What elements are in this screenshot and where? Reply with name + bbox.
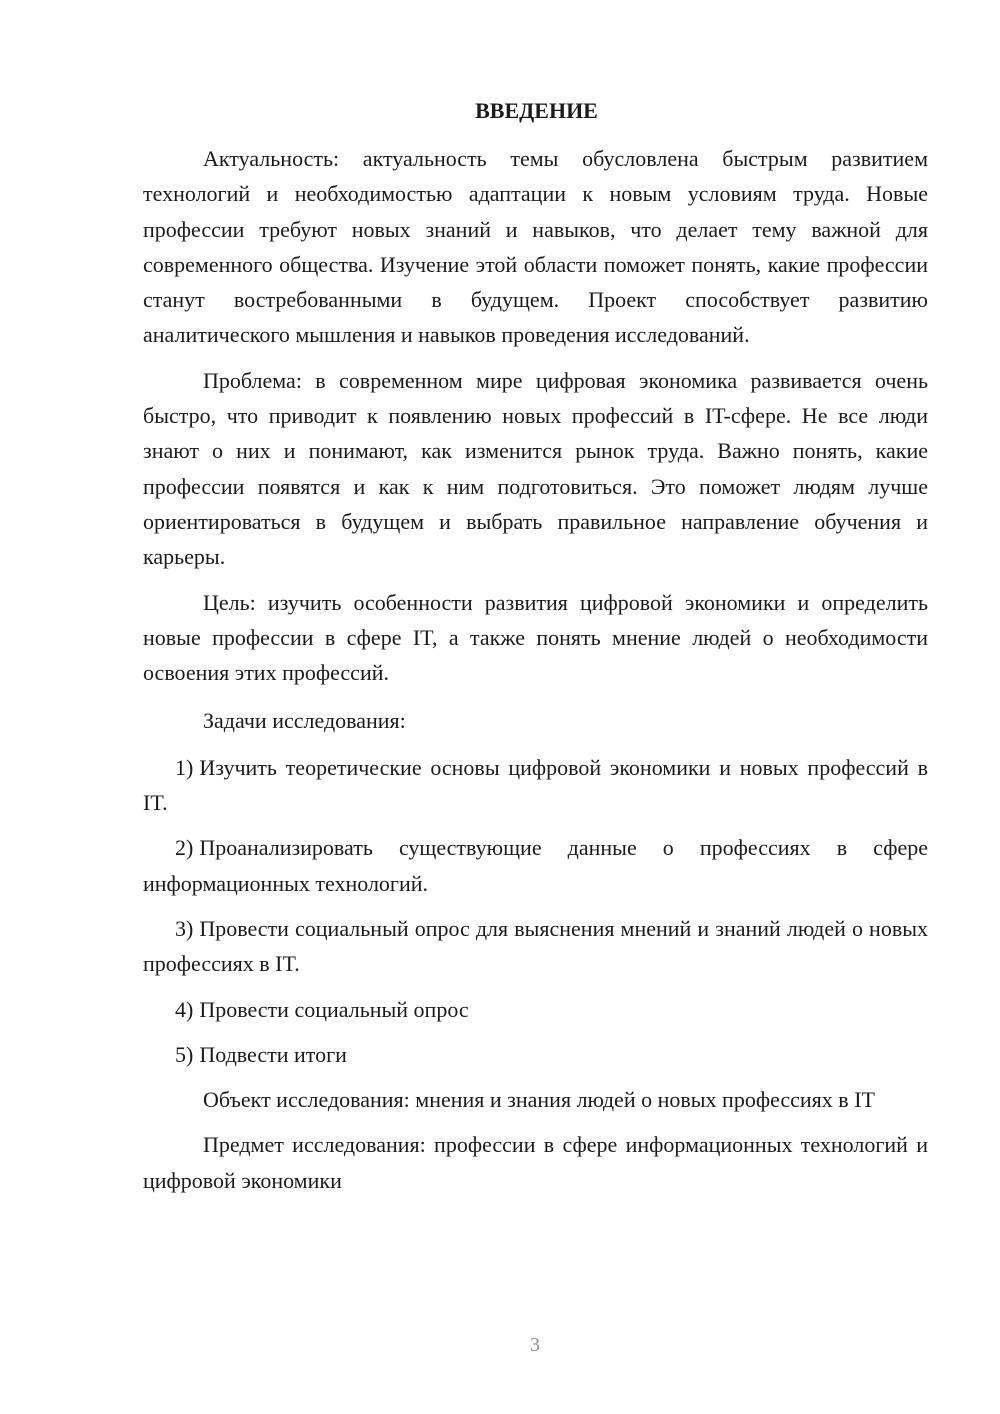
task-item bbox=[143, 1037, 928, 1072]
task-text: Изучить теоретические основы цифровой экономики и новых профессий в IT. bbox=[143, 754, 928, 816]
section-title: ВВЕДЕНИЕ bbox=[475, 98, 598, 123]
task-text: Провести социальный опрос для выяснения мнений и знаний людей о новых профессиях в IT. bbox=[143, 915, 928, 977]
task-number: 3) bbox=[175, 915, 194, 941]
task-text: Провести социальный опрос bbox=[199, 996, 469, 1022]
task-item bbox=[143, 992, 928, 1027]
task-number: 5) bbox=[175, 1041, 194, 1067]
task-item bbox=[143, 750, 928, 821]
paragraph-subject: Предмет исследования: профессии в сфере информационных технологий и цифровой экономики bbox=[143, 1132, 928, 1193]
task-number: 4) bbox=[175, 996, 194, 1022]
paragraph-problem: Проблема: в современном мире цифровая экономика развивается очень быстро, что приводит к появлению новых профессий в IT-сфере. Не все люди знают о них и понимают, как изменится рынок труда. Важно понять, какие профессии появятся и как к ним подготовиться. Это поможет людям лучше ориентироваться в будущем и выбрать правильное направление обучения и карьеры. bbox=[143, 367, 928, 570]
task-item bbox=[143, 830, 928, 901]
page-content bbox=[143, 96, 928, 1208]
paragraph-object: Объект исследования: мнения и знания людей о новых профессиях в IT bbox=[203, 1087, 875, 1113]
paragraph-goal: Цель: изучить особенности развития цифровой экономики и определить новые профессии в сфере IT, а также понять мнение людей о необходимости освоения этих профессий. bbox=[143, 589, 928, 686]
task-text: Подвести итоги bbox=[199, 1041, 347, 1067]
page-number: 3 bbox=[530, 1334, 540, 1356]
task-number: 2) bbox=[175, 835, 194, 861]
tasks-list bbox=[143, 750, 928, 1072]
tasks-heading: Задачи исследования: bbox=[203, 708, 406, 734]
task-number: 1) bbox=[175, 754, 194, 780]
task-text: Проанализировать существующие данные о профессиях в сфере информационных технологий. bbox=[143, 835, 928, 896]
paragraph-relevance: Актуальность: актуальность темы обусловлена быстрым развитием технологий и необходимостью адаптации к новым условиям труда. Новые профессии требуют новых знаний и навыков, что делает тему важной для современного общества. Изучение этой области поможет понять, какие профессии станут востребованными в будущем. Проект способствует развитию аналитического мышления и навыков проведения исследований. bbox=[143, 146, 928, 348]
task-item bbox=[143, 911, 928, 982]
